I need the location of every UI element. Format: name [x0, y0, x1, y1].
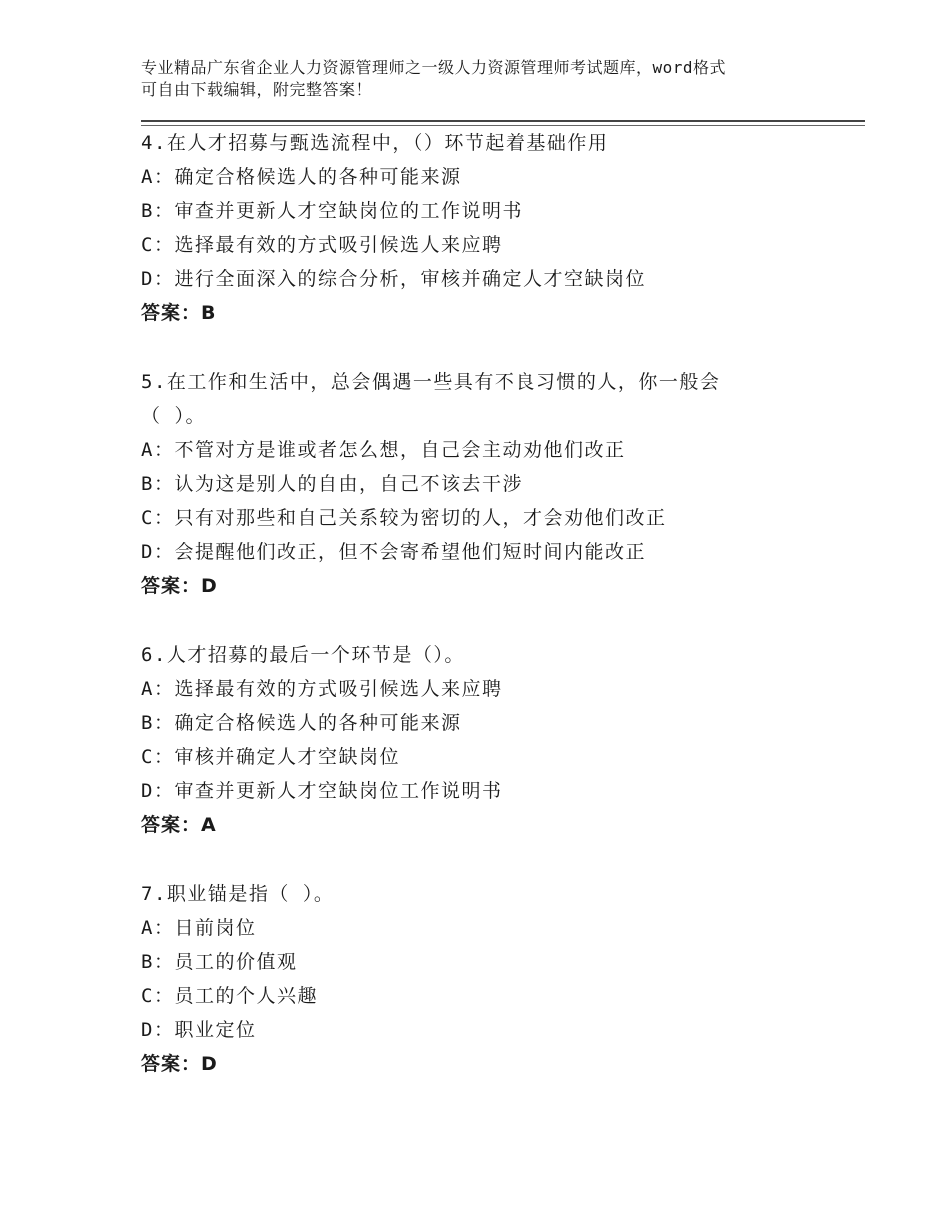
option-c: C：员工的个人兴趣 [141, 985, 318, 1007]
answer-label: 答案：A [141, 814, 217, 836]
question-4 [141, 126, 861, 330]
header-rule-thick [141, 120, 865, 122]
option-a: A：日前岗位 [141, 917, 257, 939]
question-7 [141, 877, 861, 1081]
question-6 [141, 638, 861, 842]
option-b: B：确定合格候选人的各种可能来源 [141, 712, 462, 734]
option-d: D：审查并更新人才空缺岗位工作说明书 [141, 780, 503, 802]
option-b: B：认为这是别人的自由，自己不该去干涉 [141, 473, 523, 495]
document-header [141, 57, 821, 101]
option-d: D：会提醒他们改正，但不会寄希望他们短时间内能改正 [141, 541, 646, 563]
option-c: C：审核并确定人才空缺岗位 [141, 746, 400, 768]
answer-label: 答案：B [141, 302, 217, 324]
option-d: D：进行全面深入的综合分析，审核并确定人才空缺岗位 [141, 268, 646, 290]
option-a: A：选择最有效的方式吸引候选人来应聘 [141, 678, 503, 700]
answer-label: 答案：D [141, 575, 218, 597]
option-a: A：确定合格候选人的各种可能来源 [141, 166, 462, 188]
header-line-2: 可自由下载编辑，附完整答案！ [141, 80, 373, 99]
question-stem: 6.人才招募的最后一个环节是（）。 [141, 644, 465, 666]
header-line-1: 专业精品广东省企业人力资源管理师之一级人力资源管理师考试题库，word格式 [141, 58, 727, 77]
question-stem: 5.在工作和生活中，总会偶遇一些具有不良习惯的人，你一般会 [141, 371, 721, 393]
option-d: D：职业定位 [141, 1019, 257, 1041]
option-c: C：只有对那些和自己关系较为密切的人，才会劝他们改正 [141, 507, 667, 529]
question-stem: 7.职业锚是指（ ）。 [141, 883, 335, 905]
question-stem-continued: （ ）。 [141, 405, 206, 427]
question-5 [141, 365, 861, 603]
option-b: B：员工的价值观 [141, 951, 298, 973]
option-c: C：选择最有效的方式吸引候选人来应聘 [141, 234, 503, 256]
option-b: B：审查并更新人才空缺岗位的工作说明书 [141, 200, 523, 222]
answer-label: 答案：D [141, 1053, 218, 1075]
question-stem: 4.在人才招募与甄选流程中，（）环节起着基础作用 [141, 132, 609, 154]
option-a: A：不管对方是谁或者怎么想，自己会主动劝他们改正 [141, 439, 626, 461]
